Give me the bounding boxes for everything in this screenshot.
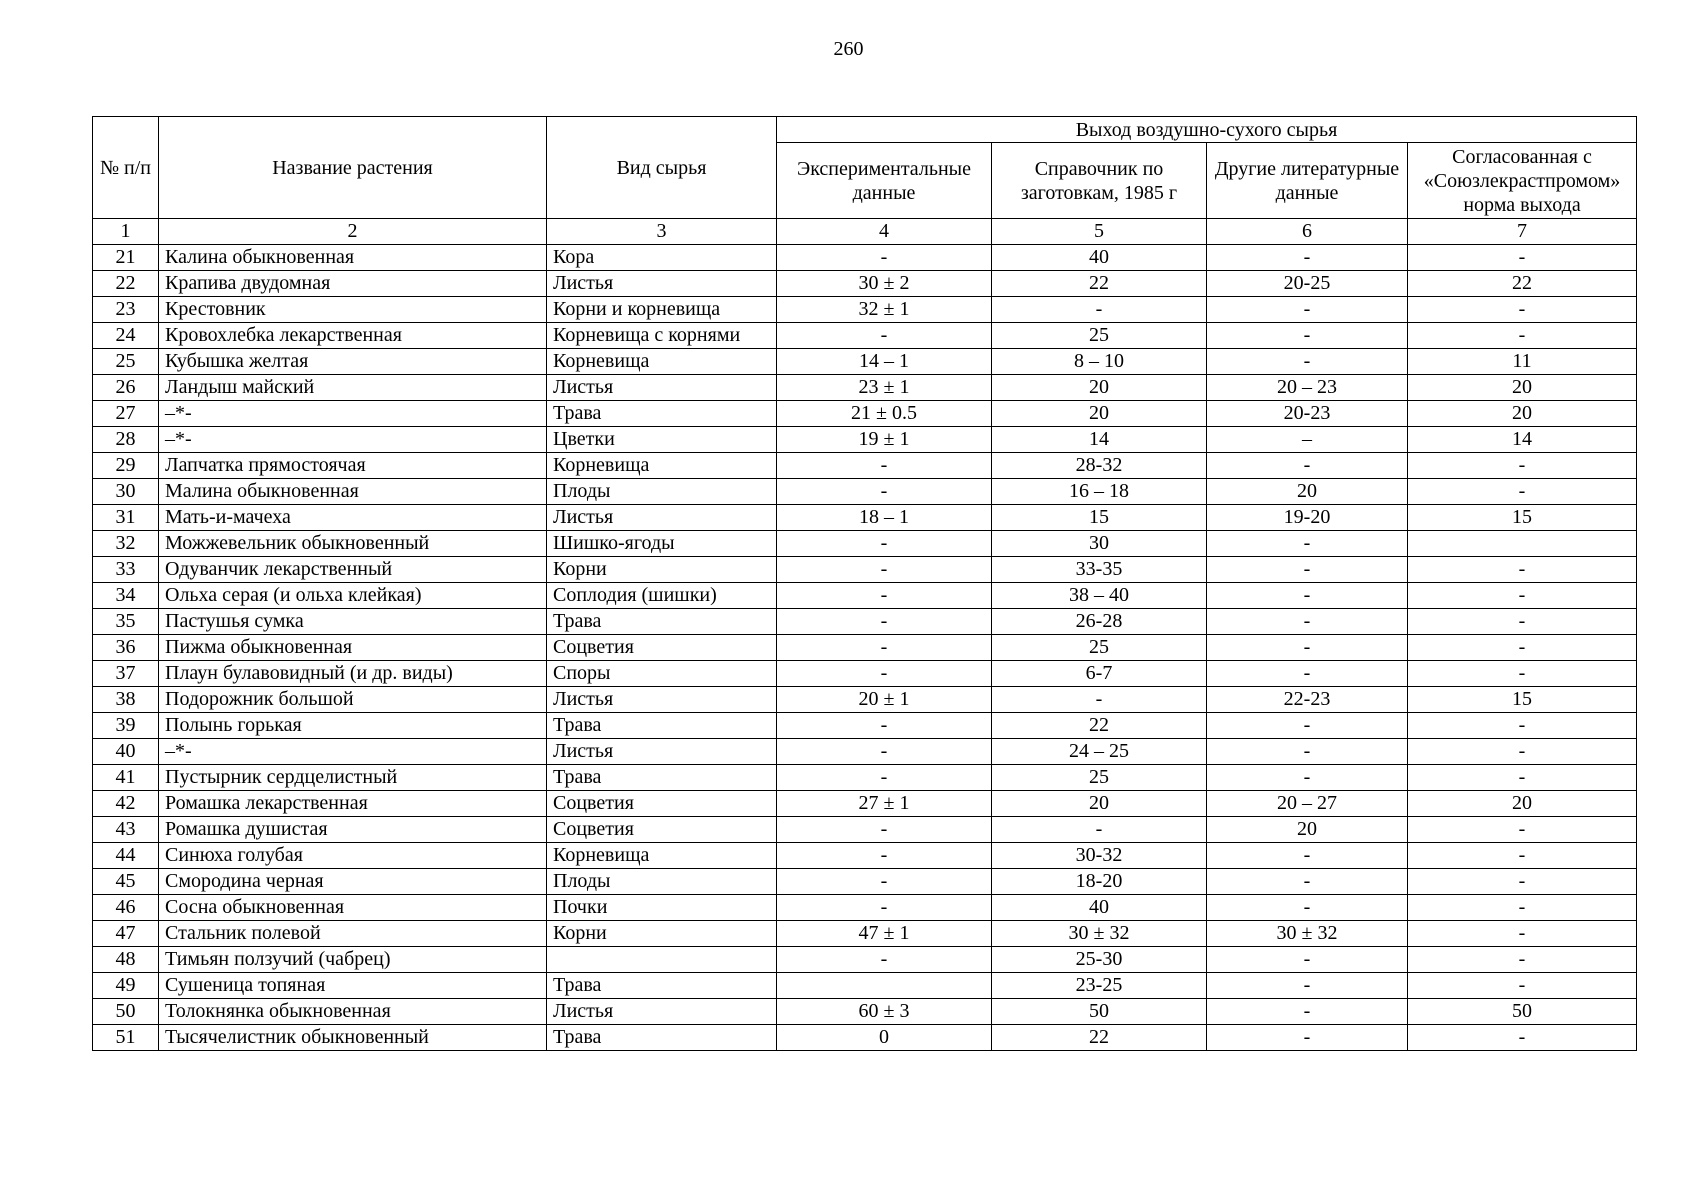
experimental-value: -	[777, 635, 992, 661]
raw-material-type: Почки	[547, 895, 777, 921]
reference-value: -	[992, 297, 1207, 323]
norm-value: -	[1408, 947, 1637, 973]
experimental-value: 0	[777, 1025, 992, 1051]
reference-value: 20	[992, 791, 1207, 817]
plant-name: Сушеница топяная	[159, 973, 547, 999]
reference-value: 25-30	[992, 947, 1207, 973]
header-num: № п/п	[93, 117, 159, 219]
literature-value: 20-23	[1207, 401, 1408, 427]
plant-name: Толокнянка обыкновенная	[159, 999, 547, 1025]
norm-value: -	[1408, 323, 1637, 349]
experimental-value: 30 ± 2	[777, 271, 992, 297]
reference-value: 30	[992, 531, 1207, 557]
experimental-value: 27 ± 1	[777, 791, 992, 817]
raw-material-type: Корни	[547, 557, 777, 583]
raw-material-type: Листья	[547, 505, 777, 531]
raw-material-type: Корни и корневища	[547, 297, 777, 323]
row-number: 29	[93, 453, 159, 479]
norm-value: 22	[1408, 271, 1637, 297]
norm-value: 20	[1408, 791, 1637, 817]
table-row	[93, 713, 1637, 739]
reference-value: 24 – 25	[992, 739, 1207, 765]
norm-value: -	[1408, 297, 1637, 323]
experimental-value: -	[777, 453, 992, 479]
row-number: 21	[93, 245, 159, 271]
plant-name: Лапчатка прямостоячая	[159, 453, 547, 479]
row-number: 30	[93, 479, 159, 505]
page-number: 260	[833, 38, 864, 60]
row-number: 50	[93, 999, 159, 1025]
table-row	[93, 401, 1637, 427]
row-number: 42	[93, 791, 159, 817]
row-number: 51	[93, 1025, 159, 1051]
raw-material-type: Корневища	[547, 453, 777, 479]
literature-value: -	[1207, 765, 1408, 791]
experimental-value: 47 ± 1	[777, 921, 992, 947]
experimental-value: 21 ± 0.5	[777, 401, 992, 427]
row-number: 35	[93, 609, 159, 635]
raw-material-type: Трава	[547, 1025, 777, 1051]
column-number: 1	[93, 219, 159, 245]
table-row	[93, 869, 1637, 895]
norm-value: -	[1408, 635, 1637, 661]
experimental-value: -	[777, 557, 992, 583]
plant-name: Синюха голубая	[159, 843, 547, 869]
norm-value: -	[1408, 921, 1637, 947]
raw-material-type: Трава	[547, 973, 777, 999]
reference-value: 33-35	[992, 557, 1207, 583]
literature-value: -	[1207, 713, 1408, 739]
literature-value: 30 ± 32	[1207, 921, 1408, 947]
row-number: 39	[93, 713, 159, 739]
literature-value: 20 – 23	[1207, 375, 1408, 401]
raw-material-type: Споры	[547, 661, 777, 687]
raw-material-type: Цветки	[547, 427, 777, 453]
plant-name: Стальник полевой	[159, 921, 547, 947]
row-number: 48	[93, 947, 159, 973]
literature-value: -	[1207, 999, 1408, 1025]
reference-value: 15	[992, 505, 1207, 531]
table-row	[93, 609, 1637, 635]
literature-value: -	[1207, 739, 1408, 765]
header-plant-name: Название растения	[159, 117, 547, 219]
plant-name: Крапива двудомная	[159, 271, 547, 297]
literature-value: 20	[1207, 817, 1408, 843]
column-number: 7	[1408, 219, 1637, 245]
row-number: 49	[93, 973, 159, 999]
plant-name: Смородина черная	[159, 869, 547, 895]
raw-material-type: Корневища с корнями	[547, 323, 777, 349]
table-body	[93, 245, 1637, 1051]
experimental-value: -	[777, 323, 992, 349]
plant-name: –*-	[159, 401, 547, 427]
reference-value: 40	[992, 895, 1207, 921]
row-number: 47	[93, 921, 159, 947]
norm-value: 50	[1408, 999, 1637, 1025]
plant-name: –*-	[159, 427, 547, 453]
row-number: 23	[93, 297, 159, 323]
norm-value: 20	[1408, 401, 1637, 427]
table-row	[93, 635, 1637, 661]
column-number-row	[93, 219, 1637, 245]
raw-material-type: Корневища	[547, 349, 777, 375]
norm-value: -	[1408, 739, 1637, 765]
experimental-value: -	[777, 713, 992, 739]
reference-value: 28-32	[992, 453, 1207, 479]
norm-value: -	[1408, 609, 1637, 635]
experimental-value: 19 ± 1	[777, 427, 992, 453]
experimental-value: -	[777, 843, 992, 869]
column-number: 5	[992, 219, 1207, 245]
reference-value: -	[992, 817, 1207, 843]
reference-value: 6-7	[992, 661, 1207, 687]
experimental-value: -	[777, 739, 992, 765]
norm-value: 11	[1408, 349, 1637, 375]
literature-value: 20	[1207, 479, 1408, 505]
raw-material-type: Плоды	[547, 869, 777, 895]
column-number: 4	[777, 219, 992, 245]
norm-value: -	[1408, 453, 1637, 479]
reference-value: 50	[992, 999, 1207, 1025]
table-row	[93, 349, 1637, 375]
reference-value: 16 – 18	[992, 479, 1207, 505]
literature-value: -	[1207, 349, 1408, 375]
raw-material-type: Трава	[547, 401, 777, 427]
raw-material-type: Корневища	[547, 843, 777, 869]
header-reference-1985: Справочник по заготовкам, 1985 г	[992, 143, 1207, 219]
table-row	[93, 505, 1637, 531]
plant-name: Можжевельник обыкновенный	[159, 531, 547, 557]
raw-material-type: Соцветия	[547, 817, 777, 843]
literature-value: -	[1207, 609, 1408, 635]
table-row	[93, 427, 1637, 453]
literature-value: –	[1207, 427, 1408, 453]
literature-value: -	[1207, 635, 1408, 661]
raw-material-type: Соцветия	[547, 635, 777, 661]
experimental-value: -	[777, 531, 992, 557]
literature-value: -	[1207, 245, 1408, 271]
reference-value: 30 ± 32	[992, 921, 1207, 947]
raw-material-type	[547, 947, 777, 973]
reference-value: 22	[992, 1025, 1207, 1051]
experimental-value: 14 – 1	[777, 349, 992, 375]
literature-value: 19-20	[1207, 505, 1408, 531]
reference-value: 23-25	[992, 973, 1207, 999]
experimental-value: -	[777, 765, 992, 791]
header-other-literature: Другие литературные данные	[1207, 143, 1408, 219]
table-row	[93, 739, 1637, 765]
reference-value: 40	[992, 245, 1207, 271]
table-row	[93, 375, 1637, 401]
header-agreed-norm: Согласованная с «Союзлекрастпромом» норма выхода	[1408, 143, 1637, 219]
reference-value: -	[992, 687, 1207, 713]
experimental-value: 32 ± 1	[777, 297, 992, 323]
norm-value: -	[1408, 817, 1637, 843]
table-row	[93, 1025, 1637, 1051]
header-yield-group: Выход воздушно-сухого сырья	[777, 117, 1637, 143]
experimental-value: -	[777, 661, 992, 687]
table-row	[93, 947, 1637, 973]
table-row	[93, 531, 1637, 557]
raw-material-type: Листья	[547, 687, 777, 713]
row-number: 28	[93, 427, 159, 453]
experimental-value	[777, 973, 992, 999]
literature-value: -	[1207, 323, 1408, 349]
plant-name: Крестовник	[159, 297, 547, 323]
row-number: 36	[93, 635, 159, 661]
norm-value: -	[1408, 479, 1637, 505]
reference-value: 20	[992, 401, 1207, 427]
raw-material-type: Плоды	[547, 479, 777, 505]
table-row	[93, 973, 1637, 999]
norm-value: -	[1408, 869, 1637, 895]
row-number: 27	[93, 401, 159, 427]
norm-value: 14	[1408, 427, 1637, 453]
table-row	[93, 687, 1637, 713]
experimental-value: -	[777, 817, 992, 843]
table-row	[93, 895, 1637, 921]
plant-name: Ландыш майский	[159, 375, 547, 401]
table-row	[93, 479, 1637, 505]
experimental-value: -	[777, 479, 992, 505]
table-row	[93, 661, 1637, 687]
reference-value: 20	[992, 375, 1207, 401]
raw-material-type: Листья	[547, 271, 777, 297]
norm-value: -	[1408, 583, 1637, 609]
row-number: 34	[93, 583, 159, 609]
literature-value: 22-23	[1207, 687, 1408, 713]
reference-value: 30-32	[992, 843, 1207, 869]
literature-value: -	[1207, 583, 1408, 609]
plant-name: –*-	[159, 739, 547, 765]
experimental-value: -	[777, 245, 992, 271]
reference-value: 18-20	[992, 869, 1207, 895]
reference-value: 22	[992, 713, 1207, 739]
norm-value	[1408, 531, 1637, 557]
column-number: 3	[547, 219, 777, 245]
literature-value: -	[1207, 843, 1408, 869]
raw-material-type: Листья	[547, 739, 777, 765]
table-row	[93, 297, 1637, 323]
row-number: 40	[93, 739, 159, 765]
raw-material-type: Шишко-ягоды	[547, 531, 777, 557]
experimental-value: -	[777, 947, 992, 973]
literature-value: -	[1207, 297, 1408, 323]
column-number: 2	[159, 219, 547, 245]
plant-name: Ромашка душистая	[159, 817, 547, 843]
norm-value: -	[1408, 765, 1637, 791]
norm-value: 15	[1408, 505, 1637, 531]
row-number: 46	[93, 895, 159, 921]
row-number: 24	[93, 323, 159, 349]
norm-value: -	[1408, 895, 1637, 921]
row-number: 38	[93, 687, 159, 713]
plant-name: Тимьян ползучий (чабрец)	[159, 947, 547, 973]
table-row	[93, 323, 1637, 349]
experimental-value: 60 ± 3	[777, 999, 992, 1025]
table-header	[93, 117, 1637, 219]
literature-value: -	[1207, 1025, 1408, 1051]
reference-value: 25	[992, 765, 1207, 791]
norm-value: -	[1408, 245, 1637, 271]
norm-value: -	[1408, 557, 1637, 583]
row-number: 25	[93, 349, 159, 375]
plant-name: Тысячелистник обыкновенный	[159, 1025, 547, 1051]
literature-value: -	[1207, 895, 1408, 921]
reference-value: 22	[992, 271, 1207, 297]
table-row	[93, 557, 1637, 583]
table-row	[93, 999, 1637, 1025]
raw-material-type: Листья	[547, 999, 777, 1025]
plant-name: Кубышка желтая	[159, 349, 547, 375]
literature-value: -	[1207, 947, 1408, 973]
row-number: 26	[93, 375, 159, 401]
raw-material-type: Трава	[547, 713, 777, 739]
plant-name: Кровохлебка лекарственная	[159, 323, 547, 349]
reference-value: 26-28	[992, 609, 1207, 635]
row-number: 45	[93, 869, 159, 895]
norm-value: 15	[1408, 687, 1637, 713]
table-row	[93, 921, 1637, 947]
experimental-value: -	[777, 895, 992, 921]
literature-value: -	[1207, 973, 1408, 999]
literature-value: -	[1207, 453, 1408, 479]
raw-material-type: Трава	[547, 609, 777, 635]
reference-value: 38 – 40	[992, 583, 1207, 609]
table-row	[93, 843, 1637, 869]
table-row	[93, 245, 1637, 271]
plant-name: Мать-и-мачеха	[159, 505, 547, 531]
norm-value: 20	[1408, 375, 1637, 401]
row-number: 33	[93, 557, 159, 583]
norm-value: -	[1408, 843, 1637, 869]
raw-material-type: Кора	[547, 245, 777, 271]
literature-value: -	[1207, 531, 1408, 557]
table-row	[93, 271, 1637, 297]
norm-value: -	[1408, 973, 1637, 999]
plant-name: Полынь горькая	[159, 713, 547, 739]
raw-material-type: Соплодия (шишки)	[547, 583, 777, 609]
table-row	[93, 583, 1637, 609]
plant-name: Пижма обыкновенная	[159, 635, 547, 661]
plant-name: Калина обыкновенная	[159, 245, 547, 271]
literature-value: -	[1207, 661, 1408, 687]
row-number: 32	[93, 531, 159, 557]
reference-value: 25	[992, 635, 1207, 661]
literature-value: -	[1207, 869, 1408, 895]
norm-value: -	[1408, 713, 1637, 739]
literature-value: 20 – 27	[1207, 791, 1408, 817]
plant-name: Одуванчик лекарственный	[159, 557, 547, 583]
row-number: 44	[93, 843, 159, 869]
table-row	[93, 765, 1637, 791]
plant-name: Подорожник большой	[159, 687, 547, 713]
plant-name: Ромашка лекарственная	[159, 791, 547, 817]
experimental-value: 23 ± 1	[777, 375, 992, 401]
row-number: 43	[93, 817, 159, 843]
reference-value: 14	[992, 427, 1207, 453]
table-row	[93, 817, 1637, 843]
plant-name: Пастушья сумка	[159, 609, 547, 635]
plant-name: Сосна обыкновенная	[159, 895, 547, 921]
row-number: 22	[93, 271, 159, 297]
experimental-value: 18 – 1	[777, 505, 992, 531]
raw-material-type: Листья	[547, 375, 777, 401]
norm-value: -	[1408, 661, 1637, 687]
plant-name: Ольха серая (и ольха клейкая)	[159, 583, 547, 609]
literature-value: -	[1207, 557, 1408, 583]
experimental-value: -	[777, 609, 992, 635]
experimental-value: -	[777, 869, 992, 895]
header-experimental: Экспериментальные данные	[777, 143, 992, 219]
plant-name: Пустырник сердцелистный	[159, 765, 547, 791]
row-number: 37	[93, 661, 159, 687]
literature-value: 20-25	[1207, 271, 1408, 297]
header-raw-type: Вид сырья	[547, 117, 777, 219]
row-number: 41	[93, 765, 159, 791]
reference-value: 25	[992, 323, 1207, 349]
raw-material-type: Корни	[547, 921, 777, 947]
raw-material-type: Соцветия	[547, 791, 777, 817]
experimental-value: -	[777, 583, 992, 609]
column-number: 6	[1207, 219, 1408, 245]
plant-name: Малина обыкновенная	[159, 479, 547, 505]
experimental-value: 20 ± 1	[777, 687, 992, 713]
reference-value: 8 – 10	[992, 349, 1207, 375]
table-row	[93, 791, 1637, 817]
raw-material-type: Трава	[547, 765, 777, 791]
table-row	[93, 453, 1637, 479]
plant-name: Плаун булавовидный (и др. виды)	[159, 661, 547, 687]
norm-value: -	[1408, 1025, 1637, 1051]
yield-table	[92, 116, 1637, 1051]
row-number: 31	[93, 505, 159, 531]
